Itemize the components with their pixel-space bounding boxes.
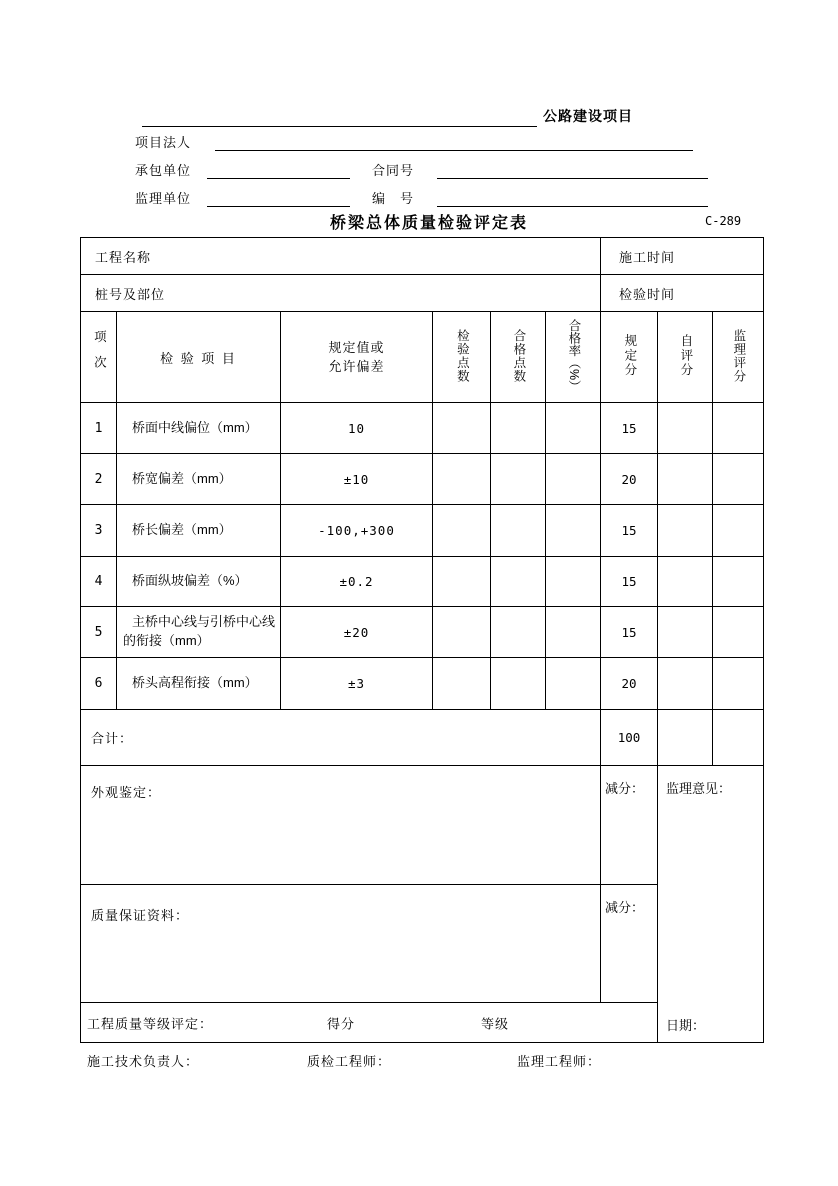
cell-supervisor-score[interactable] — [713, 454, 764, 505]
inspection-time-label: 检验时间 — [619, 286, 676, 302]
table-row — [81, 454, 764, 505]
cell-check-points[interactable] — [433, 658, 491, 710]
grade-row-cell[interactable] — [81, 1003, 658, 1043]
total-specified-score: 100 — [601, 710, 658, 766]
cell-supervisor-score[interactable] — [713, 557, 764, 607]
cell-self-score[interactable] — [658, 454, 713, 505]
contractor-label: 承包单位 — [135, 163, 192, 178]
cell-specified-score: 20 — [601, 454, 658, 505]
form-code: C-289 — [705, 214, 742, 228]
col-header-pass-rate: 合格率（%） — [546, 312, 601, 403]
cell-pass-points[interactable] — [491, 454, 546, 505]
total-supervisor-score[interactable] — [713, 710, 764, 766]
table-row — [81, 505, 764, 557]
quality-docs-label: 质量保证资料： — [91, 908, 190, 923]
grade-score-label: 得分 — [327, 1016, 356, 1031]
appearance-deduct-cell[interactable] — [601, 766, 658, 885]
project-name-label: 工程名称 — [95, 249, 152, 265]
cell-supervisor-score[interactable] — [713, 658, 764, 710]
project-legal-blank[interactable] — [215, 132, 693, 151]
cell-specified-score: 15 — [601, 403, 658, 454]
cell-check-points[interactable] — [433, 454, 491, 505]
cell-check-points[interactable] — [433, 505, 491, 557]
cell-self-score[interactable] — [658, 607, 713, 658]
col-header-spec: 规定值或 允许偏差 — [281, 312, 433, 403]
col-header-pass-points: 合格点数 — [491, 312, 546, 403]
col-header-item-no: 项次 — [81, 312, 117, 403]
supervisor-unit-blank[interactable] — [207, 188, 350, 207]
cell-self-score[interactable] — [658, 403, 713, 454]
cell-check-points[interactable] — [433, 607, 491, 658]
table-row — [81, 658, 764, 710]
station-label: 桩号及部位 — [95, 286, 166, 302]
form-title: 桥梁总体质量检验评定表 — [330, 215, 529, 232]
contract-no-blank[interactable] — [437, 160, 708, 179]
cell-spec: ±20 — [281, 607, 433, 658]
construction-time-cell[interactable] — [601, 238, 764, 275]
grade-label: 工程质量等级评定： — [87, 1016, 214, 1031]
col-header-check-points: 检验点数 — [433, 312, 491, 403]
project-name-cell[interactable] — [81, 238, 601, 275]
cell-self-score[interactable] — [658, 505, 713, 557]
tech-lead-label: 施工技术负责人： — [87, 1054, 200, 1069]
cell-self-score[interactable] — [658, 658, 713, 710]
cell-pass-points[interactable] — [491, 607, 546, 658]
cell-supervisor-score[interactable] — [713, 403, 764, 454]
quality-docs-cell[interactable] — [81, 885, 601, 1003]
cell-self-score[interactable] — [658, 557, 713, 607]
cell-specified-score: 20 — [601, 658, 658, 710]
col-header-self-score: 自评分 — [658, 312, 713, 403]
table-row — [81, 403, 764, 454]
cell-pass-rate[interactable] — [546, 454, 601, 505]
supervisor-opinion-cell[interactable] — [658, 766, 764, 1043]
deduct-label: 减分： — [605, 781, 645, 796]
cell-spec: 10 — [281, 403, 433, 454]
cell-item-no: 4 — [81, 557, 117, 607]
cell-pass-rate[interactable] — [546, 403, 601, 454]
cell-item-no: 3 — [81, 505, 117, 557]
appearance-label: 外观鉴定： — [91, 785, 162, 800]
col-header-specified-score: 规定分 — [601, 312, 658, 403]
cell-specified-score: 15 — [601, 505, 658, 557]
station-cell[interactable] — [81, 275, 601, 312]
contractor-blank[interactable] — [207, 160, 350, 179]
cell-pass-rate[interactable] — [546, 557, 601, 607]
cell-item: 主桥中心线与引桥中心线的衔接（mm） — [117, 607, 281, 658]
cell-pass-points[interactable] — [491, 403, 546, 454]
cell-specified-score: 15 — [601, 607, 658, 658]
inspection-table — [80, 237, 764, 1043]
supervisor-engineer-label: 监理工程师： — [517, 1054, 602, 1069]
construction-time-label: 施工时间 — [619, 249, 676, 265]
grade-level-label: 等级 — [481, 1016, 510, 1031]
inspection-time-cell[interactable] — [601, 275, 764, 312]
cell-pass-points[interactable] — [491, 557, 546, 607]
cell-pass-rate[interactable] — [546, 607, 601, 658]
supervisor-opinion-label: 监理意见： — [666, 781, 732, 796]
table-row — [81, 557, 764, 607]
cell-supervisor-score[interactable] — [713, 607, 764, 658]
cell-item: 桥宽偏差（mm） — [117, 454, 281, 505]
cell-spec: ±3 — [281, 658, 433, 710]
cell-supervisor-score[interactable] — [713, 505, 764, 557]
col-header-supervisor-score: 监理评分 — [713, 312, 764, 403]
project-suffix-label: 公路建设项目 — [543, 108, 633, 124]
col-header-item: 检 验 项 目 — [117, 312, 281, 403]
cell-pass-rate[interactable] — [546, 658, 601, 710]
date-label: 日期： — [666, 1018, 706, 1033]
supervisor-unit-label: 监理单位 — [135, 191, 192, 206]
cell-check-points[interactable] — [433, 403, 491, 454]
cell-specified-score: 15 — [601, 557, 658, 607]
cell-item-no: 1 — [81, 403, 117, 454]
total-self-score[interactable] — [658, 710, 713, 766]
cell-item: 桥长偏差（mm） — [117, 505, 281, 557]
cell-item-no: 2 — [81, 454, 117, 505]
cell-pass-rate[interactable] — [546, 505, 601, 557]
cell-spec: ±0.2 — [281, 557, 433, 607]
contract-no-label: 合同号 — [372, 163, 415, 178]
appearance-cell[interactable] — [81, 766, 601, 885]
cell-pass-points[interactable] — [491, 505, 546, 557]
project-name-blank-line[interactable] — [142, 107, 537, 127]
qc-engineer-label: 质检工程师： — [307, 1054, 392, 1069]
cell-spec: -100,+300 — [281, 505, 433, 557]
total-label: 合计： — [91, 731, 134, 746]
cell-pass-points[interactable] — [491, 658, 546, 710]
project-legal-label: 项目法人 — [135, 135, 192, 150]
total-label-cell — [81, 710, 601, 766]
quality-docs-deduct-cell[interactable] — [601, 885, 658, 1003]
table-row — [81, 607, 764, 658]
serial-no-label: 编 号 — [372, 191, 415, 206]
deduct-label: 减分： — [605, 900, 645, 915]
serial-no-blank[interactable] — [437, 188, 708, 207]
cell-item-no: 6 — [81, 658, 117, 710]
cell-spec: ±10 — [281, 454, 433, 505]
cell-item: 桥头高程衔接（mm） — [117, 658, 281, 710]
cell-check-points[interactable] — [433, 557, 491, 607]
cell-item: 桥面纵坡偏差（%） — [117, 557, 281, 607]
cell-item: 桥面中线偏位（mm） — [117, 403, 281, 454]
cell-item-no: 5 — [81, 607, 117, 658]
